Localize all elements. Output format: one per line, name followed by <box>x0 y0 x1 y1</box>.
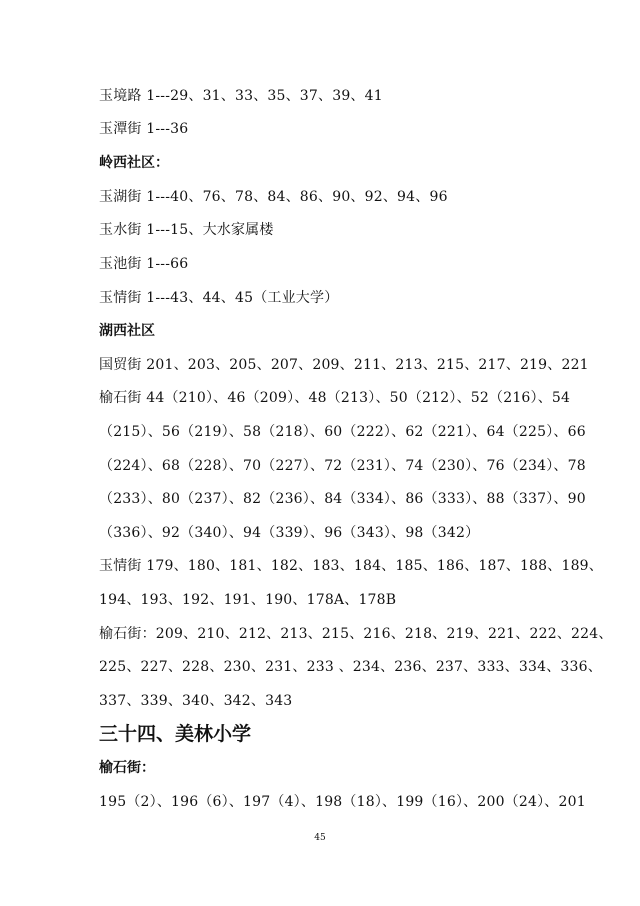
text-line: 194、193、192、191、190、178A、178B <box>99 592 397 608</box>
text-line: 玉水街 1---15、大水家属楼 <box>99 222 274 238</box>
text-line: 国贸街 201、203、205、207、209、211、213、215、217、219、221 <box>99 357 589 373</box>
text-line: （336）、92（340）、94（339）、96（343）、98（342） <box>99 525 480 541</box>
text-line: 榆石街 44（210）、46（209）、48（213）、50（212）、52（216）、54 <box>99 390 571 406</box>
text-line: 玉湖街 1---40、76、78、84、86、90、92、94、96 <box>99 189 448 205</box>
text-line: （224）、68（228）、70（227）、72（231）、74（230）、76（234）、78 <box>99 458 586 474</box>
community-heading-lingxi: 岭西社区： <box>99 155 169 171</box>
text-line: 玉情街 1---43、44、45（工业大学） <box>99 290 339 306</box>
street-heading-yushi: 榆石街： <box>99 760 155 776</box>
text-line: （215）、56（219）、58（218）、60（222）、62（221）、64（225）、66 <box>99 424 586 440</box>
text-line: 榆石街：209、210、212、213、215、216、218、219、221、222、224、 <box>99 626 613 642</box>
page-number: 45 <box>314 833 326 843</box>
section-title: 三十四、美林小学 <box>99 723 252 745</box>
text-line: 337、339、340、342、343 <box>99 693 293 709</box>
community-heading-huxi: 湖西社区 <box>99 323 155 339</box>
text-line: 195（2）、196（6）、197（4）、198（18）、199（16）、200（24）、201 <box>99 794 586 810</box>
text-line: （233）、80（237）、82（236）、84（334）、86（333）、88（337）、90 <box>99 491 586 507</box>
text-line: 玉潭街 1---36 <box>99 121 189 137</box>
text-line: 玉情街 179、180、181、182、183、184、185、186、187、188、189、 <box>99 558 603 574</box>
text-line: 玉池街 1---66 <box>99 256 189 272</box>
text-line: 225、227、228、230、231、233 、234、236、237、333、334、336、 <box>99 659 602 675</box>
text-line: 玉境路 1---29、31、33、35、37、39、41 <box>99 88 383 104</box>
